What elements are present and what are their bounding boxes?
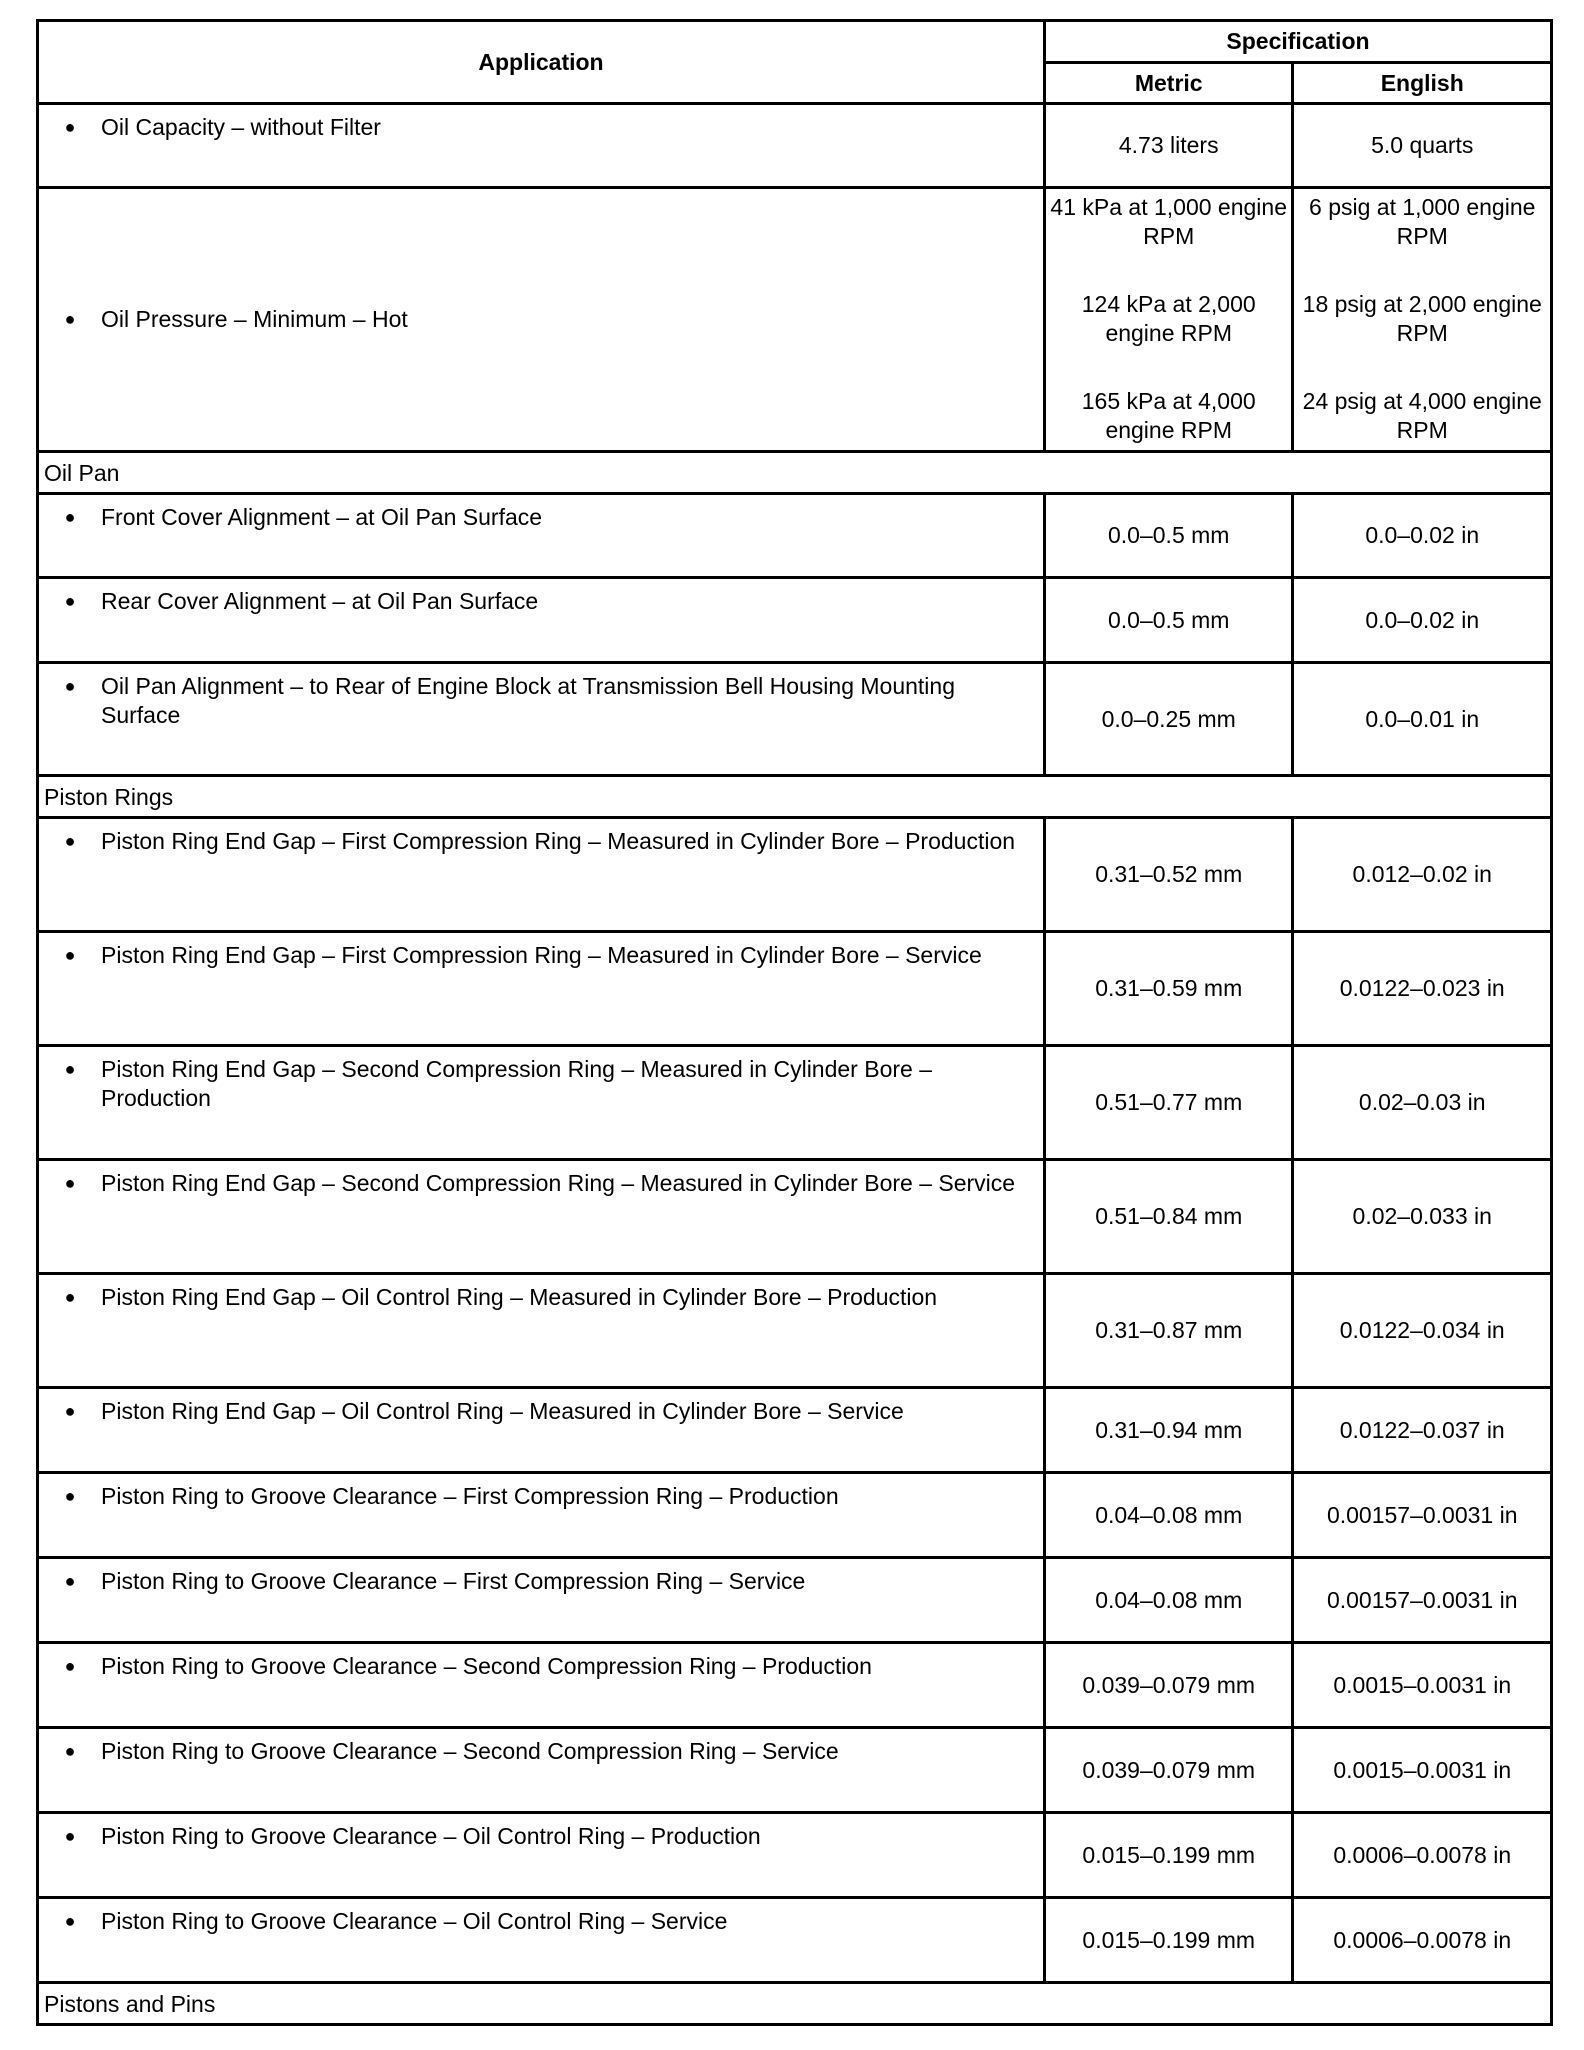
application-text: Piston Ring to Groove Clearance – Second Compression Ring – Production: [101, 1653, 872, 1679]
english-value-line: 18 psig at 2,000 engine RPM: [1302, 291, 1542, 346]
section-title: Oil Pan: [38, 452, 1552, 494]
english-value: 5.0 quarts: [1293, 104, 1552, 188]
table-row: [38, 104, 1552, 188]
english-value: 0.0122–0.023 in: [1293, 932, 1552, 1046]
bullet-icon: ●: [64, 1401, 76, 1421]
bullet-icon: ●: [64, 1656, 76, 1676]
bullet-icon: ●: [64, 309, 76, 329]
table-row: [38, 188, 1552, 452]
bullet-icon: ●: [64, 1571, 76, 1591]
bullet-icon: ●: [64, 1173, 76, 1193]
specification-header: Specification: [1044, 21, 1551, 63]
metric-value: 0.0–0.5 mm: [1044, 578, 1292, 663]
table-row: [38, 494, 1552, 578]
metric-value: 0.51–0.77 mm: [1044, 1046, 1292, 1160]
table-row: [38, 1813, 1552, 1898]
application-text: Piston Ring End Gap – Oil Control Ring – Measured in Cylinder Bore – Production: [101, 1284, 938, 1310]
application-text: Piston Ring to Groove Clearance – Oil Control Ring – Service: [101, 1908, 728, 1934]
metric-value: 0.31–0.52 mm: [1044, 818, 1292, 932]
metric-value: 0.04–0.08 mm: [1044, 1473, 1292, 1558]
bullet-icon: ●: [64, 1486, 76, 1506]
bullet-icon: ●: [64, 945, 76, 965]
table-row: [38, 1558, 1552, 1643]
metric-value: 0.039–0.079 mm: [1044, 1643, 1292, 1728]
metric-value: [1044, 188, 1292, 452]
metric-value: 0.0–0.5 mm: [1044, 494, 1292, 578]
metric-value: 0.51–0.84 mm: [1044, 1160, 1292, 1274]
metric-value: 0.31–0.87 mm: [1044, 1274, 1292, 1388]
application-header: Application: [38, 21, 1045, 104]
english-value: 0.00157–0.0031 in: [1293, 1558, 1552, 1643]
english-value: 0.0–0.02 in: [1293, 494, 1552, 578]
english-value: 0.0015–0.0031 in: [1293, 1643, 1552, 1728]
specification-table: [36, 19, 1553, 2026]
bullet-icon: ●: [64, 676, 76, 696]
english-value: 0.0–0.01 in: [1293, 663, 1552, 776]
english-header: English: [1293, 63, 1552, 104]
bullet-icon: ●: [64, 1287, 76, 1307]
application-text: Piston Ring to Groove Clearance – First Compression Ring – Service: [101, 1568, 806, 1594]
section-row: [38, 452, 1552, 494]
application-text: Oil Pressure – Minimum – Hot: [101, 306, 408, 332]
section-row: [38, 1983, 1552, 2025]
table-row: [38, 1643, 1552, 1728]
application-text: Oil Capacity – without Filter: [101, 114, 381, 140]
bullet-icon: ●: [64, 1826, 76, 1846]
table-row: [38, 1160, 1552, 1274]
bullet-icon: ●: [64, 507, 76, 527]
bullet-icon: ●: [64, 117, 76, 137]
application-text: Front Cover Alignment – at Oil Pan Surface: [101, 504, 543, 530]
metric-value: 0.04–0.08 mm: [1044, 1558, 1292, 1643]
bullet-icon: ●: [64, 1059, 76, 1079]
metric-value: 0.015–0.199 mm: [1044, 1898, 1292, 1983]
application-text: Piston Ring to Groove Clearance – Oil Control Ring – Production: [101, 1823, 761, 1849]
section-title: Piston Rings: [38, 776, 1552, 818]
table-row: [38, 1473, 1552, 1558]
english-value: 0.0006–0.0078 in: [1293, 1813, 1552, 1898]
section-row: [38, 776, 1552, 818]
section-title: Pistons and Pins: [38, 1983, 1552, 2025]
application-text: Piston Ring to Groove Clearance – Second Compression Ring – Service: [101, 1738, 839, 1764]
english-value-line: 24 psig at 4,000 engine RPM: [1302, 388, 1542, 443]
bullet-icon: ●: [64, 1911, 76, 1931]
english-value: 0.0122–0.037 in: [1293, 1388, 1552, 1473]
metric-value-line: 124 kPa at 2,000 engine RPM: [1081, 291, 1256, 346]
application-text: Piston Ring End Gap – Oil Control Ring – Measured in Cylinder Bore – Service: [101, 1398, 904, 1424]
english-value: 0.0015–0.0031 in: [1293, 1728, 1552, 1813]
metric-header: Metric: [1044, 63, 1292, 104]
metric-value: 4.73 liters: [1044, 104, 1292, 188]
table-row: [38, 818, 1552, 932]
application-text: Piston Ring End Gap – Second Compression Ring – Measured in Cylinder Bore – Production: [101, 1056, 932, 1111]
metric-value: 0.31–0.94 mm: [1044, 1388, 1292, 1473]
metric-value: 0.039–0.079 mm: [1044, 1728, 1292, 1813]
english-value: 0.0122–0.034 in: [1293, 1274, 1552, 1388]
english-value: 0.00157–0.0031 in: [1293, 1473, 1552, 1558]
application-text: Piston Ring to Groove Clearance – First Compression Ring – Production: [101, 1483, 839, 1509]
table-row: [38, 932, 1552, 1046]
table-row: [38, 1388, 1552, 1473]
english-value: 0.0–0.02 in: [1293, 578, 1552, 663]
english-value: 0.02–0.03 in: [1293, 1046, 1552, 1160]
table-row: [38, 1898, 1552, 1983]
english-value-line: 6 psig at 1,000 engine RPM: [1309, 194, 1536, 249]
table-row: [38, 1274, 1552, 1388]
application-text: Rear Cover Alignment – at Oil Pan Surface: [101, 588, 539, 614]
metric-value: 0.0–0.25 mm: [1044, 663, 1292, 776]
metric-value-line: 165 kPa at 4,000 engine RPM: [1081, 388, 1256, 443]
application-text: Piston Ring End Gap – First Compression Ring – Measured in Cylinder Bore – Production: [101, 828, 1016, 854]
metric-value-line: 41 kPa at 1,000 engine RPM: [1050, 194, 1288, 249]
application-text: Oil Pan Alignment – to Rear of Engine Block at Transmission Bell Housing Mounting Surface: [101, 673, 955, 728]
table-row: [38, 663, 1552, 776]
english-value: 0.012–0.02 in: [1293, 818, 1552, 932]
english-value: 0.0006–0.0078 in: [1293, 1898, 1552, 1983]
application-text: Piston Ring End Gap – Second Compression Ring – Measured in Cylinder Bore – Service: [101, 1170, 1016, 1196]
table-row: [38, 1728, 1552, 1813]
table-row: [38, 578, 1552, 663]
bullet-icon: ●: [64, 591, 76, 611]
application-text: Piston Ring End Gap – First Compression Ring – Measured in Cylinder Bore – Service: [101, 942, 982, 968]
english-value: [1293, 188, 1552, 452]
bullet-icon: ●: [64, 831, 76, 851]
metric-value: 0.31–0.59 mm: [1044, 932, 1292, 1046]
english-value: 0.02–0.033 in: [1293, 1160, 1552, 1274]
table-row: [38, 1046, 1552, 1160]
metric-value: 0.015–0.199 mm: [1044, 1813, 1292, 1898]
bullet-icon: ●: [64, 1741, 76, 1761]
